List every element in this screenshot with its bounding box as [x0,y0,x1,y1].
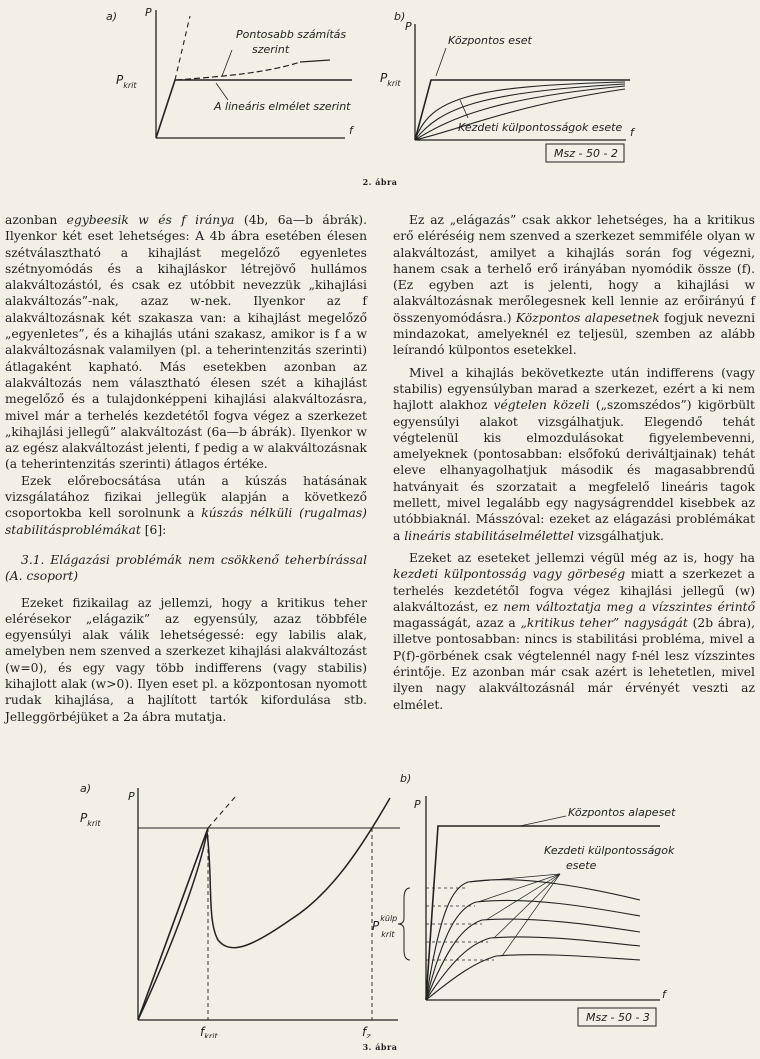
figure-3b-p-axis-label: P [414,798,421,811]
figure-3a-fkrit-label: $f_{krit}$ [200,1025,218,1038]
figure-2a-label-upper-2: szerint [252,43,290,56]
figure-2a-label-upper: Pontosabb számítás [236,28,347,41]
figure-2b-pkrit-label: $P_{krit}$ [380,71,401,88]
left-paragraph-3: Ezeket fizikailag az jellemzi, hogy a kritikus teher elérésekor „elágazik” az egyensúly, azaz többféle egyensúlyi alak válik lehetségessé: egy labilis alak, amelyben nem szenved a szerkezet kihajlási alakváltozást (w=0), és egy vagy több indifferens (vagy stabilis) kihajlott alak (w>0). Ilyen eset pl. a központosan nyomott rudak kihajlása, a hajlított tartók kifordulása stb. Jelleggörbéjüket a 2a ábra mutatja. [5,595,367,724]
figure-3-caption: 3. ábra [362,1042,398,1052]
figure-3a-tag: a) [80,782,92,795]
figure-2b-label-center: Központos eset [448,34,532,47]
figure-2b-leader-center [436,48,446,76]
figure-3b-ecc-curve-2 [426,900,640,1000]
figure-3 [0,770,760,1038]
figure-2a-leader-upper [222,50,232,76]
figure-2b [380,10,636,162]
figure-3a-fz-label: $f_z$ [362,1025,371,1038]
figure-2b-tag: b) [394,10,406,23]
right-paragraph-1: Ez az „elágazás” csak akkor lehetséges, ha a kritikus erő eléréséig nem szenved a szerkezet semmiféle olyan w alakváltozást, amilyet a kihajlás során fog végezni, hanem csak a terhelő erő irányában nyomódik össze (f). (Ez egyben azt is jelenti, hogy a kihajlási w alakváltozásnak merőlegesnek kell lennie az erőirányú f összenyomódásra.) Központos alapesetnek fogjuk nevezni mindazokat, amelyeknél ez teljesül, szemben az alább leírandó külpontos esetekkel. [393,213,756,358]
figure-2b-leader-ecc [460,100,468,118]
figure-3a [80,782,400,1038]
figure-3b-brace [398,888,410,960]
figure-3b-stamp: Msz - 50 - 3 [586,1011,650,1024]
figure-3b-leader-5 [502,874,560,956]
figure-2a-dashed-line [175,16,190,80]
figure-3b [372,772,676,1026]
figure-2a-leader-lower [216,83,228,100]
figure-3b-leader-2 [478,874,560,902]
figure-3a-linear-line [138,828,208,1020]
figure-3b-label-ecc-2: esete [566,859,597,872]
figure-2 [0,0,760,175]
right-paragraph-3: Ezeket az eseteket jellemzi végül még az is, hogy ha kezdeti külpontosság vagy görbeség miatt a szerkezet a terhelés kezdetétől fogva végez kihajlási jellegű (w) alakváltozást, ez nem változtatja meg a vízszintes érintő magasságát, azaz a „kritikus teher” nagyságát (2b ábra), illetve pontosabban: nincs is stabilitási probléma, mivel a P(f)-görbének csak végtelennél nagy f-nél lesz vízszintes érintője. Ez azonban már csak azért is lehetetlen, mivel ilyen nagy alakváltozásnál már érvényét veszti az elmélet. [393,550,756,712]
figure-3b-ecc-curve-3 [426,919,640,1000]
figure-2b-f-axis-label: f [630,126,634,139]
figure-2a-tag: a) [106,10,118,23]
figure-3b-label-ecc-1: Kezdeti külpontosságok [544,844,675,857]
figure-2b-stamp: Msz - 50 - 2 [554,147,618,160]
figure-2a-accurate-curve [176,62,300,80]
figure-2a-f-axis-label: f [349,124,353,137]
figure-3b-ecc-curve-4 [426,937,640,1000]
left-column [5,212,367,725]
figure-2a [106,6,355,138]
figure-2a-pkrit-label: $P_{krit}$ [116,73,137,90]
figure-3b-f-axis-label: f [662,988,666,1001]
right-paragraph-2: Mivel a kihajlás bekövetkezte után indifferens (vagy stabilis) egyensúlyban marad a szerkezet, ezért a ki nem hajlott alakhoz végtelen közeli („szomszédos”) kigörbült egyensúlyi alakot vizsgálhatjuk. Elegendő tehát végtelenül kis elmozdulásokat figyelembevenni, amelyeknek (pontosabban: elsőfokú deriváltjainak) tehát eleve elhanyagolhatjuk második és magasabbrendű hatványait és szorzatait a megfelelő lineáris tagok mellett, mivel legalább egy nagyságrenddel kisebbek az utóbbiaknál. Másszóval: ezeket az elágazási problémákat a lineáris stabilitáselmélettel vizsgálhatjuk. [393,365,756,543]
figure-3b-label-center: Központos alapeset [568,806,676,819]
section-heading-3-1: 3.1. Elágazási problémák nem csökkenő teherbírással (A. csoport) [5,552,367,584]
figure-3a-pkrit-label: $P_{krit}$ [80,811,101,828]
figure-2a-p-axis-label: P [145,6,152,19]
right-column [393,212,755,713]
figure-3b-leader-1 [470,874,560,882]
left-paragraph-1: azonban egybeesik w és f iránya (4b, 6a—b ábrák). Ilyenkor két eset lehetséges: A 4b ábra esetében élesen szétválasztható a kihajlást megelőző egyenletes szétnyomódás és a kihajláskor létrejövő hullámos alakváltozástól, és csak ez utóbbit nevezzük „kihajlási alakváltozás”-nak, azaz w-nek. Ilyenkor az f alakváltozásnak két szakasza van: a kihajlást megelőző „egyenletes”, és a kihajlás utáni szakasz, amikor is f a w alakváltozásnak valamilyen (pl. a teherintenzitás szerinti) átlagaként kapható. Más esetekben azonban az alakváltozás nem választható élesen szét a kihajlást megelőző és a tulajdonképpeni kihajlási alakváltozásra, mivel már a terhelés kezdetétől fogva végez a szerkezet „kihajlási jellegű” alakváltozást (6a—b ábrák). Ilyenkor w az egész alakváltozást jelenti, f pedig a w alakváltozásnak (a teherintenzitás szerinti) átlagos értéke. [5,213,367,472]
figure-3a-p-axis-label: P [128,790,135,803]
left-paragraph-2: Ezek előrebocsátása után a kúszás hatásának vizsgálatához fizikai jellegük alapján a következő csoportokba kell sorolnunk a kúszás nélküli (rugalmas) stabilitásproblémákat [6]: [5,473,367,537]
figure-3b-ecc-curve-5 [426,955,640,1000]
figure-3b-tag: b) [400,772,412,785]
figure-3b-leader-center [520,816,566,826]
figure-2b-p-axis-label: P [405,20,412,33]
figure-2a-accurate-solid [300,60,330,62]
figure-3b-leader-4 [494,874,560,938]
figure-3b-ecc-curve-1 [426,880,640,1000]
figure-3a-loop-curve [138,798,390,1020]
figure-2-caption: 2. ábra [362,177,398,187]
figure-2b-label-eccentric: Kezdeti külpontosságok esete [458,121,623,134]
figure-3a-dashed-extension [208,796,236,828]
figure-2a-label-lower: A lineáris elmélet szerint [214,100,351,113]
figure-3b-pkrit-label: $P^{külp}$ krit [372,914,398,939]
